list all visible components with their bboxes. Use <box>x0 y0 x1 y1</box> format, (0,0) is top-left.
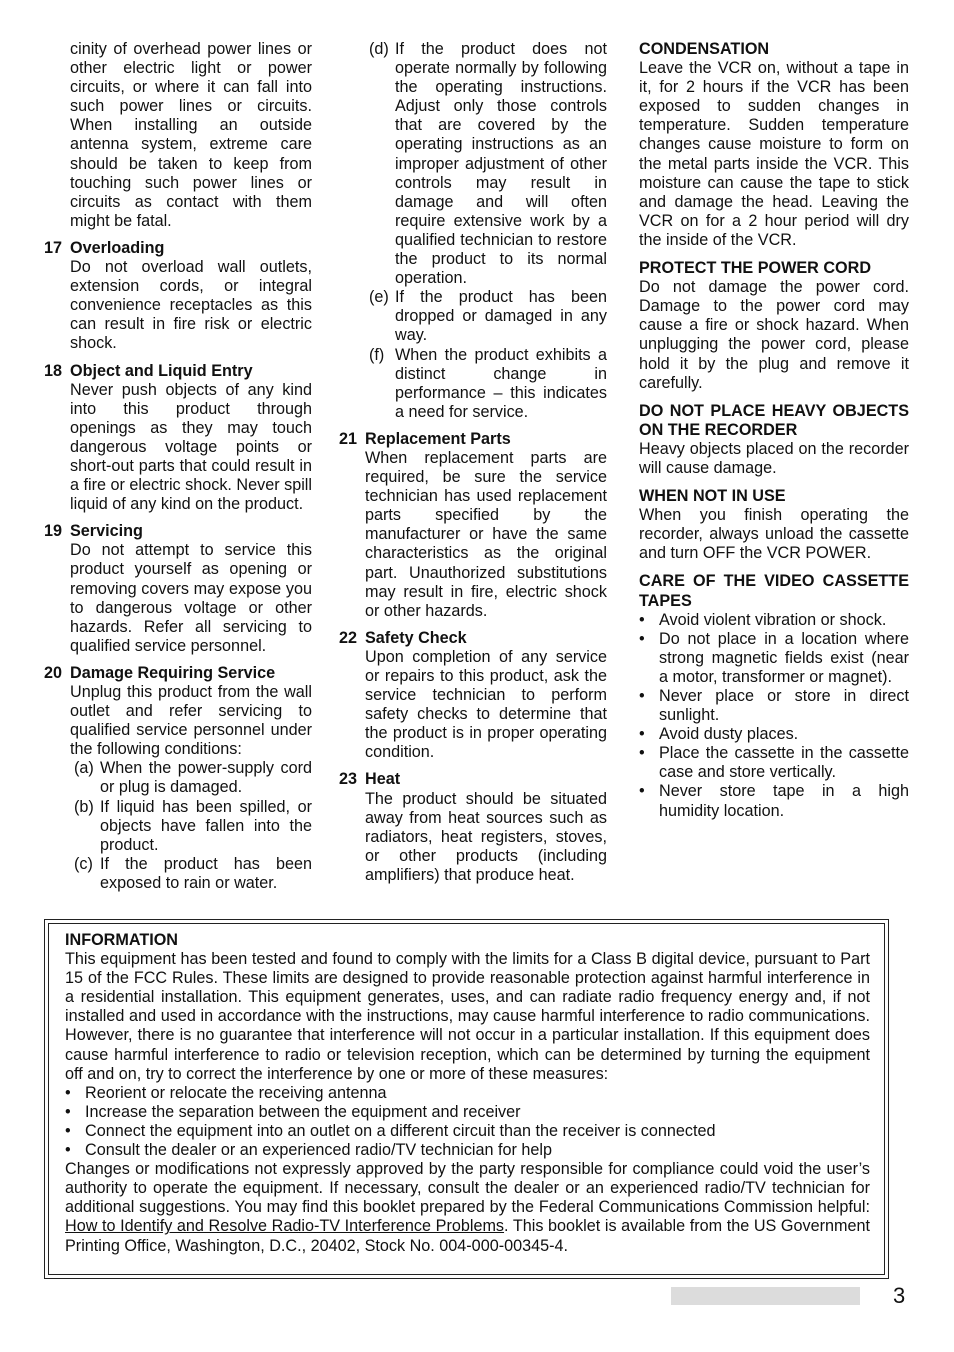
section-heading <box>339 629 607 648</box>
list-item-text: Connect the equipment into an outlet on a different circuit than the receiver is connected <box>85 1121 716 1140</box>
section-body: Do not overload wall outlets, extension cords, or integral convenience receptacles as this can result in fire risk or electric shock. <box>70 258 312 353</box>
condition-text: If the product does not operate normally by following the operating instructions. Adjust only those controls that are covered by the operating instructions as an improper adjustment of other controls may result in damage and will often require extensive work by a qualified technician to restore the product to its normal operation. <box>395 40 607 288</box>
section-heading <box>339 430 607 449</box>
bullet-icon: • <box>639 687 645 705</box>
condensation-heading: CONDENSATION <box>639 40 770 58</box>
booklet-title: How to Identify and Resolve Radio-TV Interference Problems <box>65 1217 505 1236</box>
condition-item <box>369 40 607 288</box>
section-title: Safety Check <box>365 628 467 647</box>
list-item <box>639 687 909 725</box>
condition-item <box>74 855 312 893</box>
section-number: 21 <box>339 429 358 448</box>
section-22 <box>339 629 607 763</box>
section-number: 19 <box>44 522 63 541</box>
section-17 <box>44 239 312 354</box>
info-footer-text-end: . This booklet is available from the US Government Printing Office, Washington, D.C., 20402, Stock No. 004-000-00345-4. <box>65 1217 870 1255</box>
condition-text: If liquid has been spilled, or objects have fallen into the product. <box>100 797 312 854</box>
list-item-text: Reorient or relocate the receiving antenna <box>85 1083 387 1102</box>
section-title: Overloading <box>70 238 165 257</box>
bullet-icon: • <box>65 1102 71 1121</box>
bullet-icon: • <box>65 1121 71 1140</box>
list-item <box>639 630 909 687</box>
section-number: 22 <box>339 628 358 647</box>
section-20 <box>44 664 312 893</box>
section-heading <box>44 664 312 683</box>
section-body: Never push objects of any kind into this product through openings as they may touch dangerous voltage points or short-out parts that could result in a fire or electric shock. Never spill liquid of any kind on the product. <box>70 380 312 514</box>
bullet-icon: • <box>639 610 645 629</box>
section-heading <box>44 362 312 381</box>
list-item-text: Never store tape in a high humidity location. <box>659 782 909 820</box>
condition-text: When the product exhibits a distinct change in performance – this indicates a need for service. <box>395 345 607 421</box>
section-body: Unplug this product from the wall outlet and refer servicing to qualified service personnel under the following conditions: <box>70 683 312 759</box>
page-number: 3 <box>893 1283 906 1308</box>
bullet-icon: • <box>639 725 645 744</box>
list-item-text: Avoid dusty places. <box>659 725 799 744</box>
bullet-icon: • <box>639 782 645 801</box>
section-body: The product should be situated away from heat sources such as radiators, heat registers, stoves, or other products (including amplifiers) that produce heat. <box>365 789 607 884</box>
condition-label: (f) <box>369 345 385 364</box>
section-18 <box>44 362 312 515</box>
section-title: Replacement Parts <box>365 429 511 448</box>
list-item <box>639 782 909 820</box>
list-item <box>65 1103 870 1122</box>
condition-label: (e) <box>369 288 389 307</box>
section-19 <box>44 522 312 656</box>
section-number: 18 <box>44 361 63 380</box>
section-title: Servicing <box>70 522 143 541</box>
list-item-text: Never place or store in direct sunlight. <box>659 687 909 725</box>
section-number: 23 <box>339 770 358 789</box>
condition-item <box>369 288 607 345</box>
section-heading <box>339 770 607 789</box>
section-title: Object and Liquid Entry <box>70 361 253 380</box>
condition-label: (c) <box>74 854 93 873</box>
power-cord-heading: PROTECT THE POWER CORD <box>639 259 872 278</box>
not-in-use-heading: WHEN NOT IN USE <box>639 487 786 506</box>
info-footer <box>65 1160 870 1255</box>
section-body: When replacement parts are required, be sure the service technician has used replacement parts specified by the manufacturer or have the same characteristics as the original part. Unauthorized substitutions may result in fire, electric shock or other hazards. <box>365 448 607 620</box>
section-body: Do not attempt to service this product yourself as opening or removing covers may expose you to dangerous voltage or other hazards. Refer all servicing to qualified service personnel. <box>70 541 312 655</box>
condition-text: When the power-supply cord or plug is damaged. <box>100 759 312 797</box>
list-item <box>65 1122 870 1141</box>
condition-label: (a) <box>74 759 94 778</box>
list-item-text: Consult the dealer or an experienced radio/TV technician for help <box>85 1141 553 1160</box>
section-21 <box>339 430 607 621</box>
info-measures-list <box>65 1084 870 1160</box>
heavy-objects-heading: DO NOT PLACE HEAVY OBJECTS ON THE RECORDER <box>639 401 909 439</box>
page-footer-bar <box>671 1287 860 1305</box>
condensation-body: Leave the VCR on, without a tape in it, for 2 hours if the VCR has been exposed to sudden changes in temperature. Sudden temperature changes cause moisture to form on the metal parts inside the VCR. This moisture can cause the tape to stick and damage the head. Leaving the VCR on for a 2 hour period will dry the inside of the VCR. <box>639 59 909 249</box>
info-footer-text: Changes or modifications not expressly approved by the party responsible for compliance could void the user’s authority to operate the equipment. If necessary, consult the dealer or an experienced radio/TV technician for additional suggestions. You may find this booklet prepared by the Federal Communications Commission helpful: <box>65 1160 870 1217</box>
heavy-objects-body: Heavy objects placed on the recorder will cause damage. <box>639 439 909 477</box>
info-heading: INFORMATION <box>65 931 178 949</box>
condition-label: (d) <box>369 40 389 58</box>
column-3 <box>639 40 909 821</box>
list-item <box>639 725 909 744</box>
section-16-continued: cinity of overhead power lines or other electric light or power circuits, or where it can fall into such power lines or circuits. When installing an outside antenna system, extreme care should be taken to keep from touching such power lines or circuits as contact with them might be fatal. <box>70 40 312 230</box>
section-title: Damage Requiring Service <box>70 663 276 682</box>
tape-care-list <box>639 611 909 821</box>
section-body: Upon completion of any service or repairs to this product, ask the service technician to perform safety checks to determine that the product is in proper operating condition. <box>365 647 607 762</box>
fcc-information-inner <box>48 923 885 1275</box>
column-2 <box>339 40 607 885</box>
column-1 <box>44 40 312 893</box>
list-item-text: Avoid violent vibration or shock. <box>659 610 887 629</box>
section-heading <box>44 522 312 541</box>
fcc-information-box <box>44 919 889 1279</box>
condition-label: (b) <box>74 797 94 816</box>
info-body: This equipment has been tested and found to comply with the limits for a Class B digital device, pursuant to Part 15 of the FCC Rules. These limits are designed to provide reasonable protection against harmful interference in a residential installation. This equipment generates, uses, and can radiate radio frequency energy and, if not installed and used in accordance with the instructions, may cause harmful interference to radio communications. However, there is no guarantee that interference will not occur in a particular installation. If this equipment does cause harmful interference to radio or television reception, which can be determined by turning the equipment off and on, try to correct the interference by one or more of these measures: <box>65 950 870 1083</box>
bullet-icon: • <box>639 629 645 648</box>
list-item <box>65 1141 870 1160</box>
section-number: 20 <box>44 663 63 682</box>
list-item-text: Increase the separation between the equipment and receiver <box>85 1102 521 1121</box>
list-item-text: Do not place in a location where strong magnetic fields exist (near a motor, transformer or magnet). <box>659 629 909 686</box>
bullet-icon: • <box>65 1141 71 1160</box>
list-item <box>65 1084 870 1103</box>
not-in-use-body: When you finish operating the recorder, always unload the cassette and turn OFF the VCR POWER. <box>639 506 909 563</box>
condition-item <box>369 346 607 422</box>
condition-item <box>74 759 312 797</box>
section-title: Heat <box>365 770 401 789</box>
section-23 <box>339 770 607 885</box>
list-item-text: Place the cassette in the cassette case and store vertically. <box>659 744 909 782</box>
power-cord-body: Do not damage the power cord. Damage to the power cord may cause a fire or shock hazard. When unplugging the power cord, please hold it by the plug and remove it carefully. <box>639 278 909 392</box>
bullet-icon: • <box>65 1083 71 1102</box>
section-number: 17 <box>44 238 63 257</box>
section-heading <box>44 239 312 258</box>
condition-text: If the product has been dropped or damaged in any way. <box>395 288 607 345</box>
condition-text: If the product has been exposed to rain or water. <box>100 854 312 892</box>
list-item <box>639 744 909 782</box>
condition-item <box>74 798 312 855</box>
bullet-icon: • <box>639 744 645 763</box>
tape-care-heading: CARE OF THE VIDEO CASSETTE TAPES <box>639 572 909 610</box>
list-item <box>639 611 909 630</box>
